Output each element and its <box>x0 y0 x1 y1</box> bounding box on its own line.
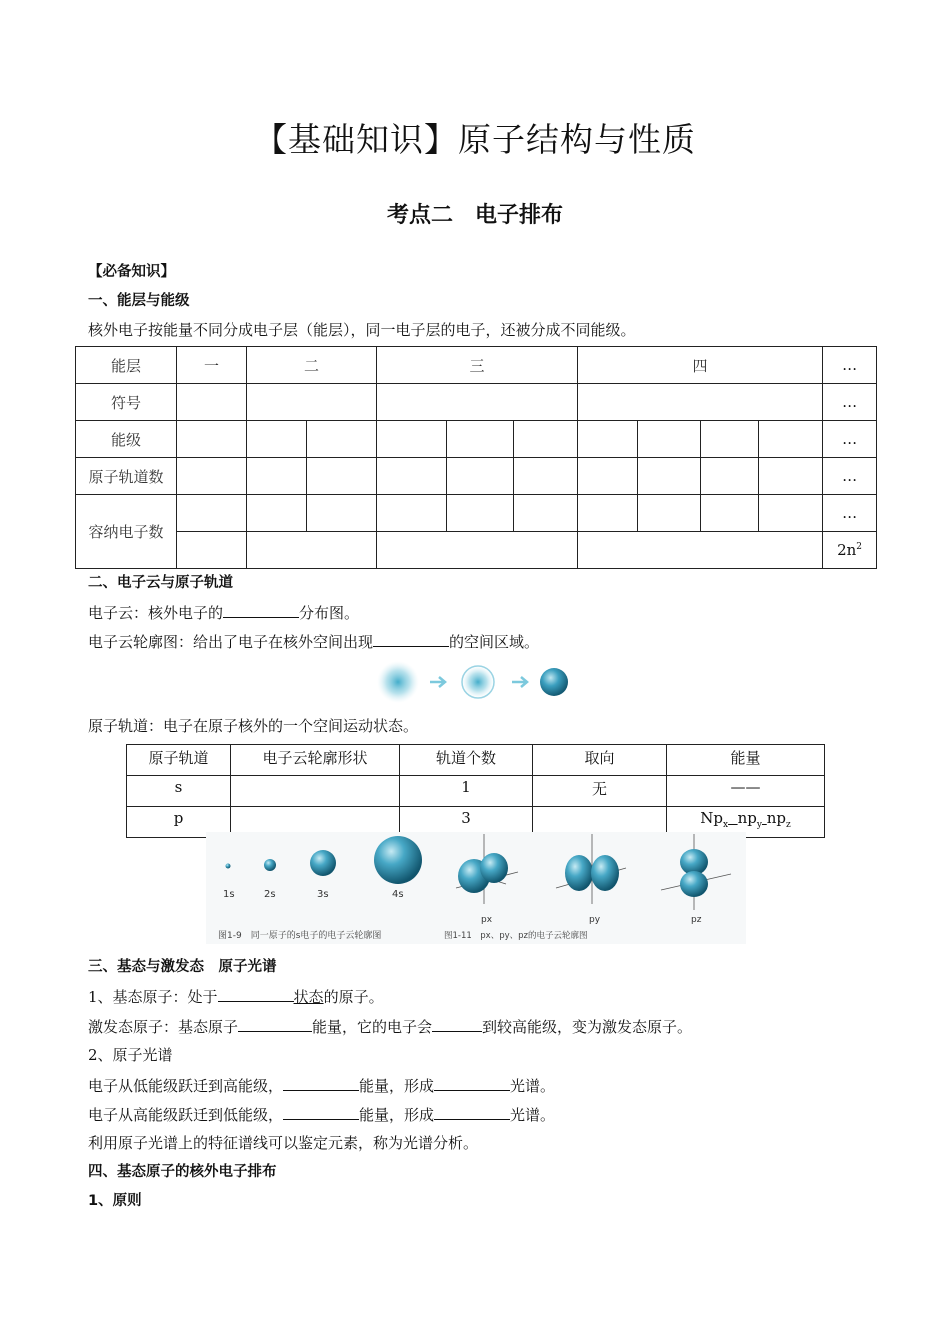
cell-count: 3 <box>400 807 533 838</box>
heading-energy-levels: 一、能层与能级 <box>88 293 190 309</box>
caption-p: 图1-11 px、py、pz的电子云轮廓图 <box>444 931 588 941</box>
energy-sub-x: x <box>722 820 729 830</box>
label-2s: 2s <box>264 889 276 900</box>
row-label-capacity: 容纳电子数 <box>76 495 177 569</box>
excited-b: 能量，它的电子会 <box>312 1018 433 1036</box>
blank-cell <box>447 421 514 458</box>
blank-cell <box>701 495 759 532</box>
orbital-def: 原子轨道：电子在原子核外的一个空间运动状态。 <box>88 717 419 735</box>
fill-blank <box>373 631 449 647</box>
shell-2: 二 <box>247 347 377 384</box>
table-row <box>127 776 825 807</box>
label-1s: 1s <box>223 889 235 900</box>
fill-blank <box>434 1104 510 1120</box>
energy-sub-z: z <box>786 820 791 830</box>
header-orientation: 取向 <box>533 745 667 776</box>
energy-np: Np <box>700 809 723 827</box>
blank-cell <box>377 495 447 532</box>
blank-cell <box>177 532 247 569</box>
blank-cell <box>377 458 447 495</box>
ground-state-line <box>88 986 384 1007</box>
contour-def <box>88 631 539 652</box>
blank-cell <box>177 384 247 421</box>
blank-cell <box>638 458 701 495</box>
blank-cell <box>377 421 447 458</box>
heading-electron-config: 四、基态原子的核外电子排布 <box>88 1164 277 1180</box>
ellipsis-cell: … <box>823 458 877 495</box>
excited-a: 激发态原子：基态原子 <box>88 1018 239 1036</box>
blank-cell <box>578 532 823 569</box>
abs-c: 光谱。 <box>510 1077 556 1095</box>
label-px: px <box>481 915 493 925</box>
energy-np-z: np <box>766 809 786 827</box>
abs-a: 电子从低能级跃迁到高能级， <box>88 1077 284 1095</box>
header-energy: 能量 <box>667 745 825 776</box>
section-required: 【必备知识】 <box>88 264 175 280</box>
caption-s: 图1-9 同一原子的s电子的电子云轮廓图 <box>218 931 382 941</box>
label-3s: 3s <box>317 889 329 900</box>
blank-cell <box>177 421 247 458</box>
row-label-symbol: 符号 <box>76 384 177 421</box>
page-title: 【基础知识】原子结构与性质 <box>254 120 696 159</box>
page-subtitle: 考点二 电子排布 <box>386 203 563 228</box>
cloud-def-pre: 电子云：核外电子的 <box>88 604 224 622</box>
blank-cell <box>514 458 578 495</box>
energy-sub-y: y <box>756 820 762 830</box>
blank-cell <box>247 384 377 421</box>
electron-cloud-illustration <box>376 660 576 704</box>
blank-cell <box>578 458 638 495</box>
fill-blank <box>238 1016 312 1032</box>
absorption-line <box>88 1075 555 1096</box>
fill-blank <box>218 986 294 1002</box>
formula-exp: 2 <box>856 542 863 552</box>
contour-def-post: 的空间区域。 <box>449 633 540 651</box>
row-label-sublevel: 能级 <box>76 421 177 458</box>
orbital-table <box>126 744 825 838</box>
blank-cell <box>247 421 307 458</box>
orbital-figure <box>206 832 746 944</box>
blank-cell <box>447 495 514 532</box>
cell-orbital: p <box>127 807 231 838</box>
ellipsis-cell: … <box>823 495 877 532</box>
label-4s: 4s <box>392 889 404 900</box>
ground-pre: 1、基态原子：处于 <box>88 988 218 1006</box>
em-c: 光谱。 <box>510 1106 556 1124</box>
blank-cell <box>307 458 377 495</box>
energy-np-y: np <box>737 809 757 827</box>
cell-shape <box>231 776 400 807</box>
blank-cell <box>701 421 759 458</box>
label-py: py <box>589 915 601 925</box>
row-label-shell: 能层 <box>76 347 177 384</box>
blank-cell <box>759 421 823 458</box>
fill-blank <box>283 1075 359 1091</box>
cell-energy: —— <box>667 776 825 807</box>
ellipsis-cell: … <box>823 421 877 458</box>
ellipsis-cell: … <box>823 347 877 384</box>
spectral-analysis: 利用原子光谱上的特征谱线可以鉴定元素，称为光谱分析。 <box>88 1134 479 1152</box>
emission-line <box>88 1104 555 1125</box>
blank-cell <box>638 495 701 532</box>
formula-cell <box>823 532 877 569</box>
spectrum-heading: 2、原子光谱 <box>88 1046 173 1064</box>
shell-3: 三 <box>377 347 578 384</box>
blank-cell <box>578 421 638 458</box>
fill-blank <box>283 1104 359 1120</box>
header-shape: 电子云轮廓形状 <box>231 745 400 776</box>
cloud-def-post: 分布图。 <box>299 604 360 622</box>
ellipsis-cell: … <box>823 384 877 421</box>
fill-blank <box>434 1075 510 1091</box>
excited-state-line <box>88 1016 692 1037</box>
header-orbital: 原子轨道 <box>127 745 231 776</box>
ground-word: 状态 <box>293 988 324 1006</box>
blank-cell <box>578 384 823 421</box>
header-count: 轨道个数 <box>400 745 533 776</box>
blank-cell <box>307 421 377 458</box>
blank-cell <box>307 495 377 532</box>
blank-cell <box>177 458 247 495</box>
em-a: 电子从高能级跃迁到低能级， <box>88 1106 284 1124</box>
excited-c: 到较高能级，变为激发态原子。 <box>482 1018 693 1036</box>
blank-cell <box>247 532 377 569</box>
blank-cell <box>247 495 307 532</box>
fill-blank <box>432 1016 482 1032</box>
blank-cell <box>514 495 578 532</box>
blank-cell <box>177 495 247 532</box>
formula-base: 2n <box>837 541 857 559</box>
row-label-orbitals: 原子轨道数 <box>76 458 177 495</box>
blank-cell <box>514 421 578 458</box>
blank-cell <box>638 421 701 458</box>
cell-orientation: 无 <box>533 776 667 807</box>
heading-ground-excited: 三、基态与激发态 原子光谱 <box>88 959 277 975</box>
energy-level-table <box>75 346 877 569</box>
fill-blank <box>223 602 299 618</box>
shell-4: 四 <box>578 347 823 384</box>
blank-cell <box>377 384 578 421</box>
blank-cell <box>759 495 823 532</box>
em-b: 能量，形成 <box>359 1106 435 1124</box>
blank-cell <box>578 495 638 532</box>
abs-b: 能量，形成 <box>359 1077 435 1095</box>
ground-post: 的原子。 <box>323 988 384 1006</box>
shell-1: 一 <box>177 347 247 384</box>
cloud-def <box>88 602 359 623</box>
blank-cell <box>447 458 514 495</box>
intro-text: 核外电子按能量不同分成电子层（能层），同一电子层的电子，还被分成不同能级。 <box>88 321 636 339</box>
subheading-principles: 1、原则 <box>88 1193 142 1209</box>
cell-energy: $Np_x​$ $np_y$ $np_z$ <box>667 807 825 838</box>
heading-electron-cloud: 二、电子云与原子轨道 <box>88 575 233 591</box>
label-pz: pz <box>691 915 702 925</box>
cell-count: 1 <box>400 776 533 807</box>
blank-cell <box>759 458 823 495</box>
blank-cell <box>247 458 307 495</box>
blank-cell <box>701 458 759 495</box>
contour-def-pre: 电子云轮廓图：给出了电子在核外空间出现 <box>88 633 374 651</box>
cell-orbital: s <box>127 776 231 807</box>
blank-cell <box>377 532 578 569</box>
